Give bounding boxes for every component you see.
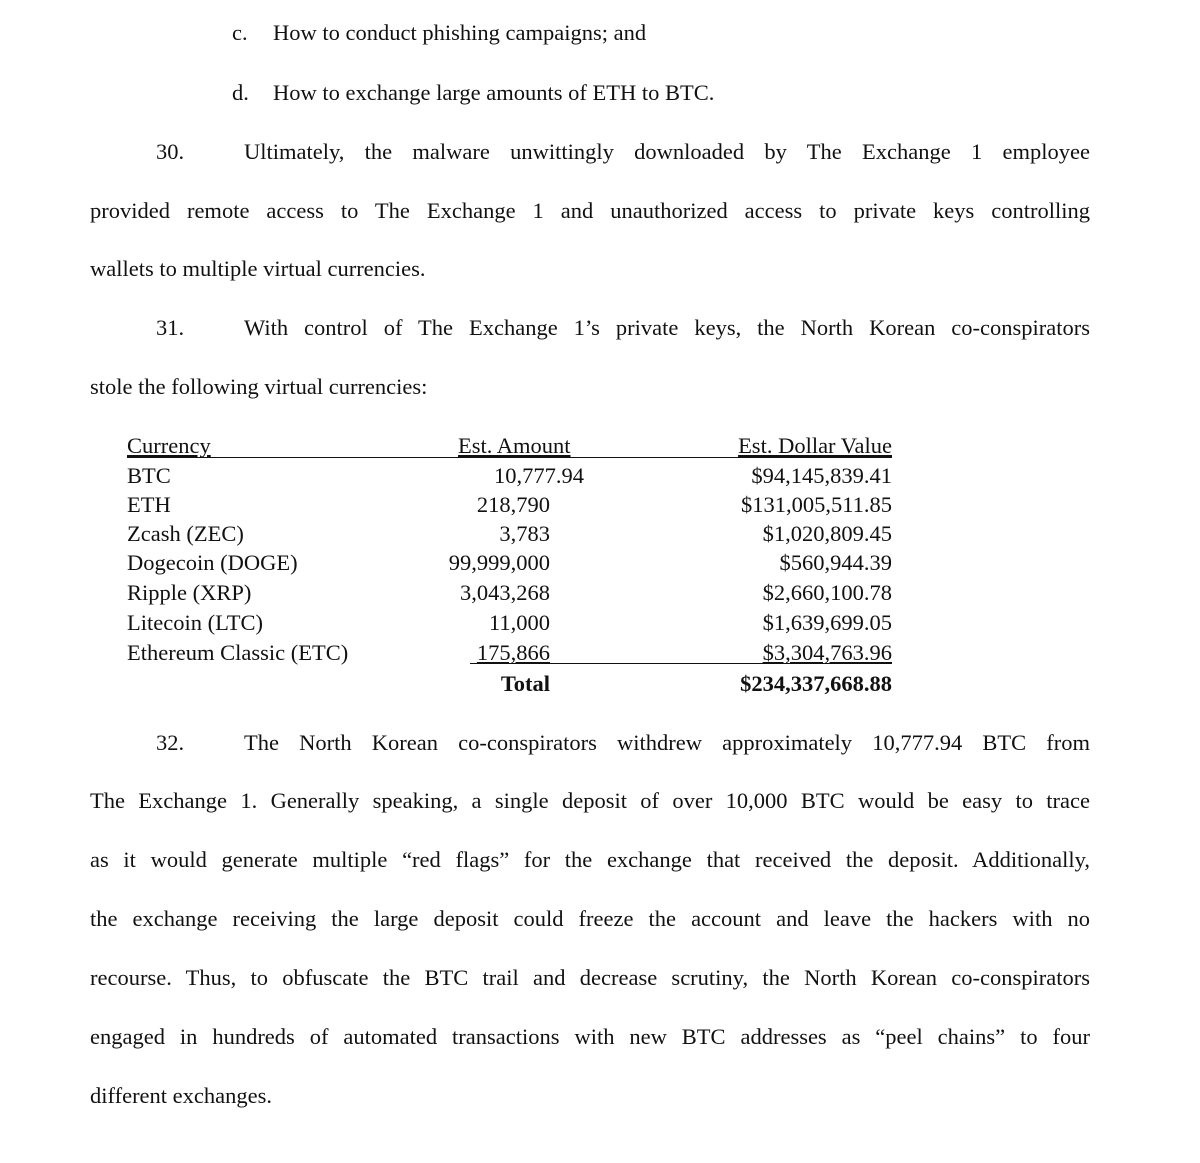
list-marker: c. bbox=[232, 20, 248, 45]
paragraph-number: 32. bbox=[156, 730, 185, 755]
paragraph-line: provided remote access to The Exchange 1 and unauthorized access to private keys controlling bbox=[90, 198, 1090, 223]
column-header-amount: Est. Amount bbox=[458, 433, 571, 458]
amount-cell: 218,790 bbox=[476, 492, 550, 517]
paragraph-number: 31. bbox=[156, 315, 185, 340]
amount-cell: 99,999,000 bbox=[448, 550, 550, 575]
currency-cell: ETH bbox=[127, 492, 171, 517]
header-rule bbox=[127, 457, 892, 458]
amount-cell: 3,043,268 bbox=[460, 580, 550, 605]
paragraph-line: With control of The Exchange 1’s private keys, the North Korean co-conspirators bbox=[244, 315, 1090, 340]
column-header-currency: Currency bbox=[127, 433, 211, 458]
total-rule bbox=[470, 663, 892, 664]
total-label: Total bbox=[500, 671, 550, 696]
value-cell: $3,304,763.96 bbox=[762, 640, 892, 665]
list-text: How to conduct phishing campaigns; and bbox=[273, 20, 647, 45]
currency-cell: Zcash (ZEC) bbox=[127, 521, 244, 546]
currency-cell: BTC bbox=[127, 463, 171, 488]
amount-cell: 175,866 bbox=[476, 640, 550, 665]
paragraph-line: wallets to multiple virtual currencies. bbox=[90, 256, 426, 281]
currency-cell: Litecoin (LTC) bbox=[127, 610, 264, 635]
currency-cell: Ripple (XRP) bbox=[127, 580, 252, 605]
paragraph-line: different exchanges. bbox=[90, 1083, 272, 1108]
paragraph-number: 30. bbox=[156, 139, 185, 164]
amount-cell: 11,000 bbox=[488, 610, 550, 635]
amount-cell: 10,777.94 bbox=[494, 463, 584, 488]
paragraph-line: as it would generate multiple “red flags” for the exchange that received the deposit. Additionally, bbox=[90, 847, 1090, 872]
total-value: $234,337,668.88 bbox=[740, 671, 892, 696]
column-header-value: Est. Dollar Value bbox=[738, 433, 892, 458]
paragraph-line: engaged in hundreds of automated transactions with new BTC addresses as “peel chains” to four bbox=[90, 1024, 1090, 1049]
currency-cell: Ethereum Classic (ETC) bbox=[127, 640, 349, 665]
value-cell: $560,944.39 bbox=[779, 550, 892, 575]
value-cell: $94,145,839.41 bbox=[751, 463, 892, 488]
currency-cell: Dogecoin (DOGE) bbox=[127, 550, 298, 575]
paragraph-line: The North Korean co-conspirators withdrew approximately 10,777.94 BTC from bbox=[244, 730, 1090, 755]
value-cell: $1,020,809.45 bbox=[762, 521, 892, 546]
paragraph-line: The Exchange 1. Generally speaking, a single deposit of over 10,000 BTC would be easy to trace bbox=[90, 788, 1090, 813]
paragraph-line: stole the following virtual currencies: bbox=[90, 374, 428, 399]
paragraph-line: the exchange receiving the large deposit could freeze the account and leave the hackers with no bbox=[90, 906, 1090, 931]
list-marker: d. bbox=[232, 80, 249, 105]
value-cell: $2,660,100.78 bbox=[762, 580, 892, 605]
list-text: How to exchange large amounts of ETH to BTC. bbox=[273, 80, 715, 105]
value-cell: $1,639,699.05 bbox=[762, 610, 892, 635]
amount-cell: 3,783 bbox=[499, 521, 550, 546]
paragraph-line: recourse. Thus, to obfuscate the BTC trail and decrease scrutiny, the North Korean co-conspirators bbox=[90, 965, 1090, 990]
paragraph-line: Ultimately, the malware unwittingly downloaded by The Exchange 1 employee bbox=[244, 139, 1090, 164]
value-cell: $131,005,511.85 bbox=[740, 492, 892, 517]
